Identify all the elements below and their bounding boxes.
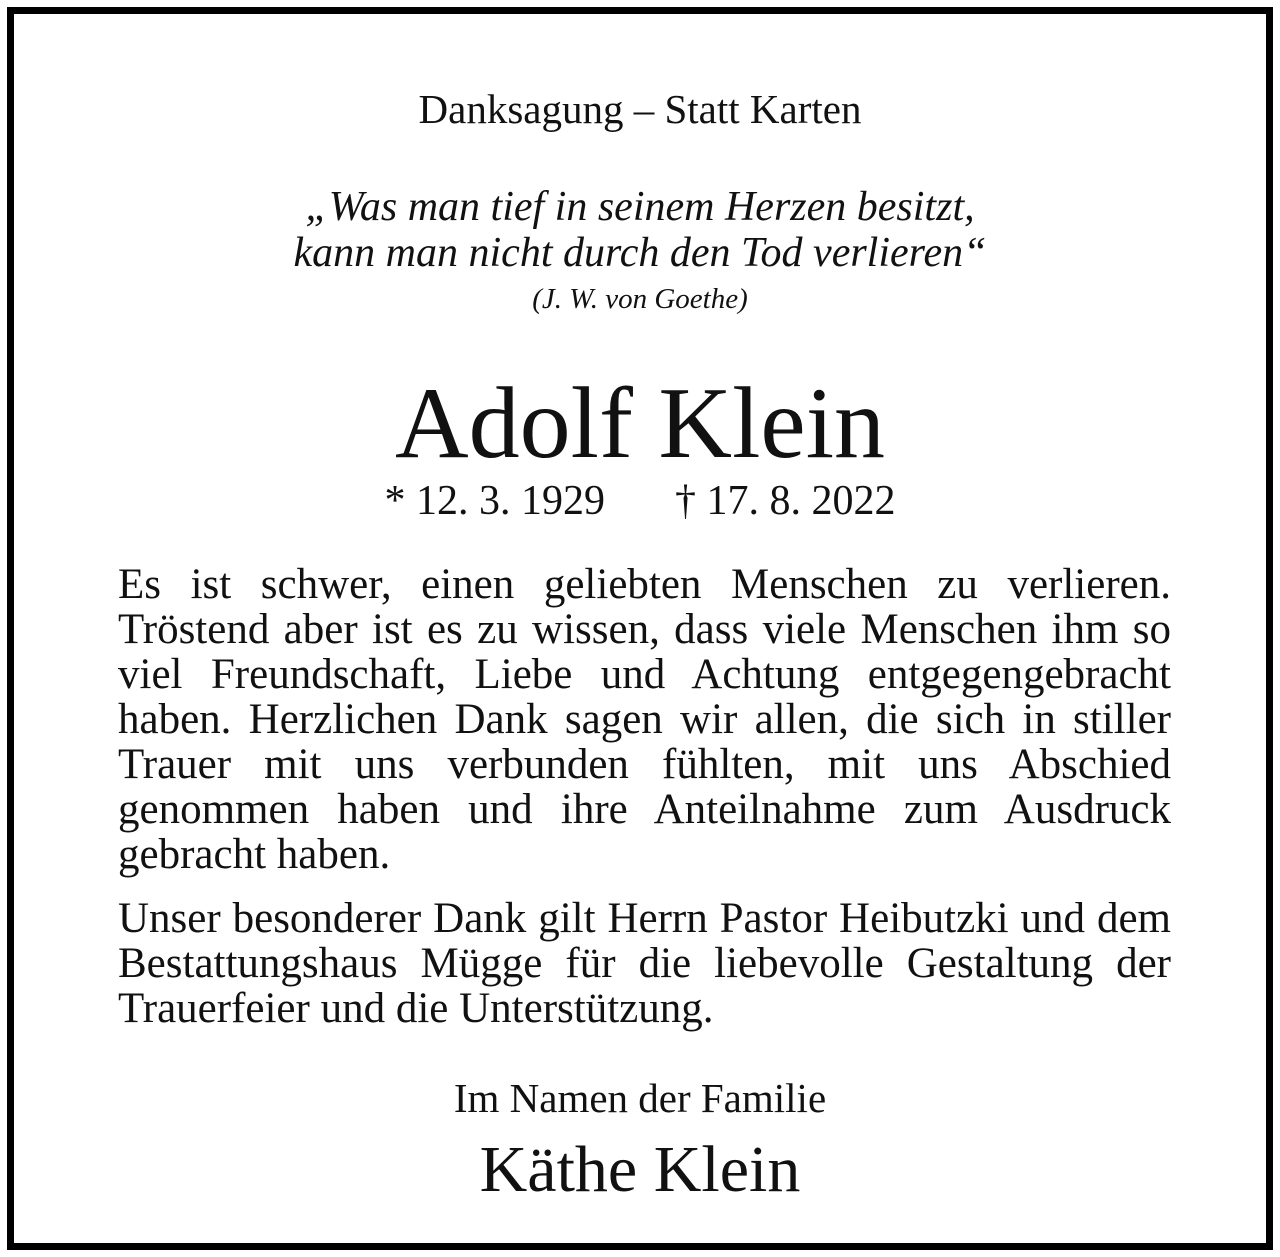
birth-date: * 12. 3. 1929 xyxy=(384,478,605,524)
signer-name: Käthe Klein xyxy=(479,1133,801,1206)
deceased-name: Adolf Klein xyxy=(394,367,886,480)
closing-line: Im Namen der Familie xyxy=(453,1075,827,1121)
thanks-paragraph-1: Es ist schwer, einen geliebten Menschen zu verlieren. Tröstend aber ist es zu wissen, dass viele Menschen ihm so viel Freundschaft, Liebe und Achtung entgegengebracht haben. Herzlichen Dank sagen wir allen, die sich in stiller Trauer mit uns verbunden fühlten, mit uns Abschied genommen haben und ihre Anteilnahme zum Ausdruck gebracht haben. xyxy=(118,561,1171,878)
life-dates xyxy=(14,476,1266,526)
thanks-paragraph-2: Unser besonderer Dank gilt Herrn Pastor Heibutzki und dem Bestattungshaus Mügge für die liebevolle Gestaltung der Trauerfeier und die Unterstützung. xyxy=(118,895,1171,1032)
quote-block xyxy=(14,184,1266,276)
death-date: † 17. 8. 2022 xyxy=(675,478,896,524)
quote-line-1: „Was man tief in seinem Herzen besitzt, xyxy=(305,184,975,230)
obituary-notice xyxy=(7,7,1273,1250)
quote-author: (J. W. von Goethe) xyxy=(532,283,748,315)
quote-line-2: kann man nicht durch den Tod verlieren“ xyxy=(293,230,987,276)
notice-header: Danksagung – Statt Karten xyxy=(418,86,862,132)
